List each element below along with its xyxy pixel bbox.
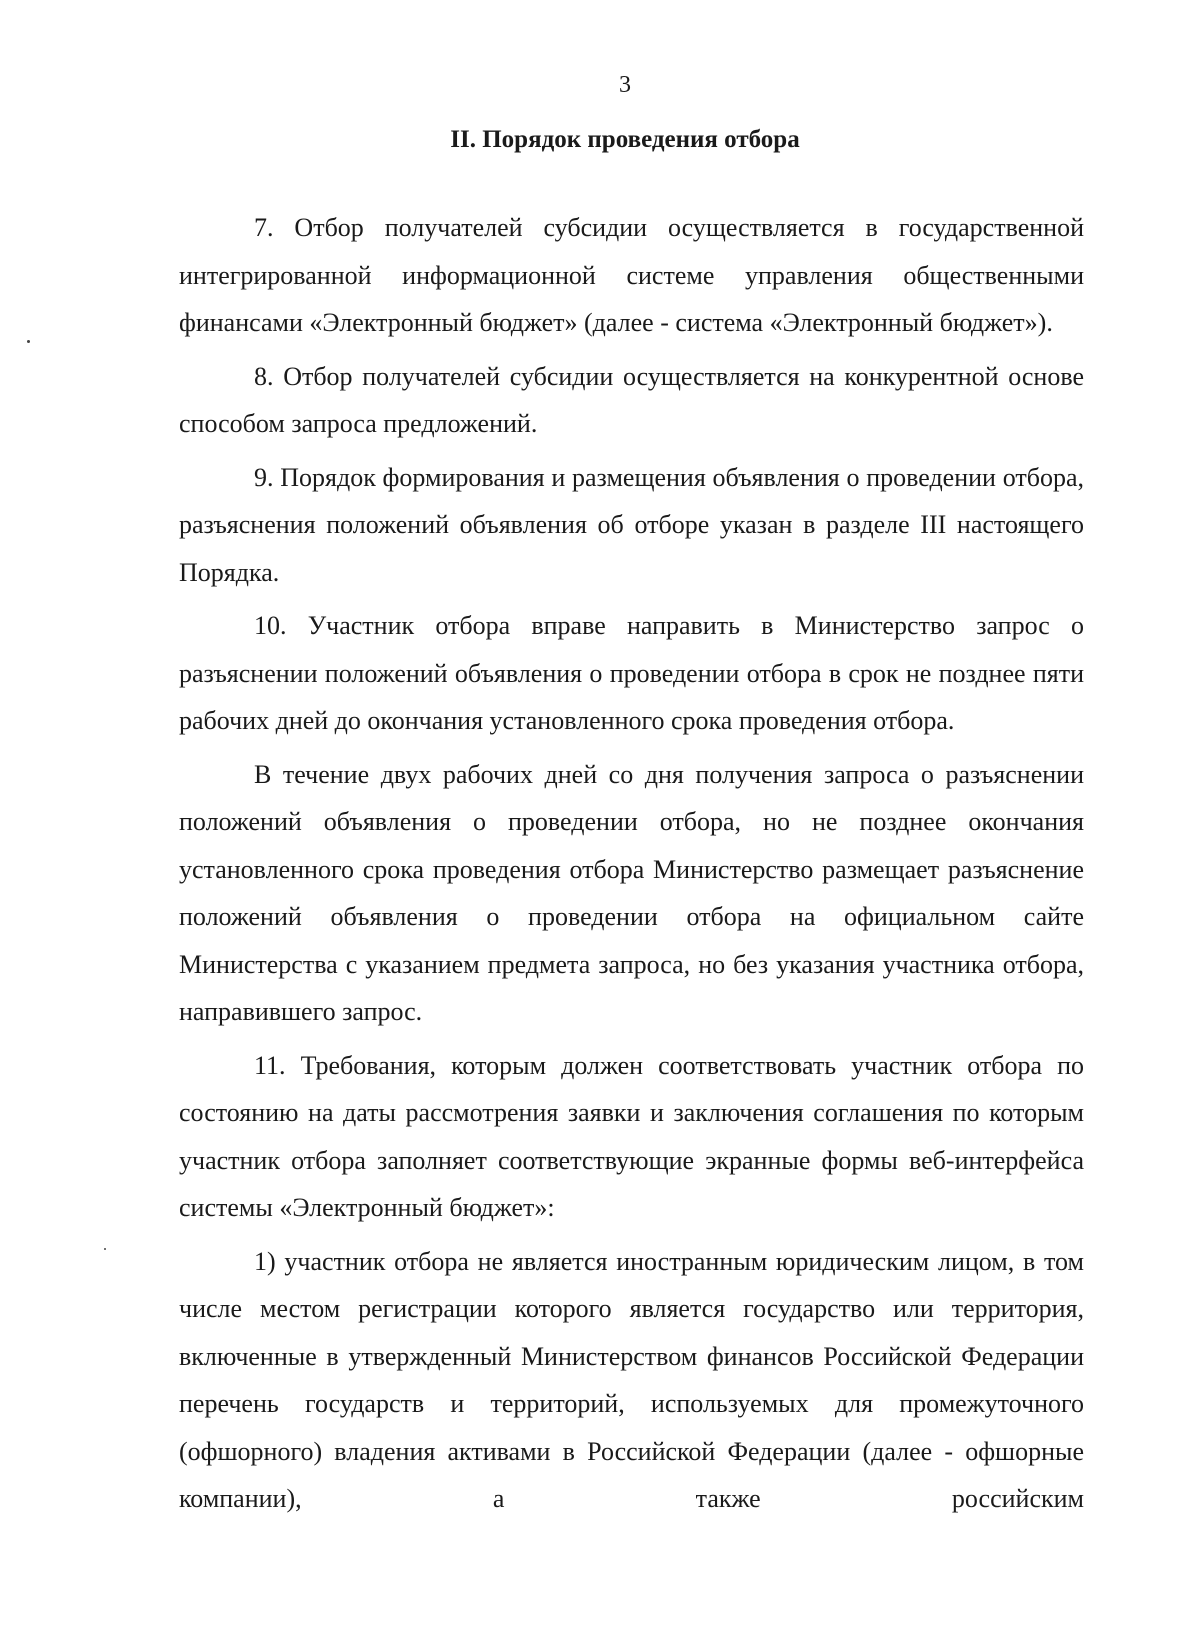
paragraph-11-item-1: 1) участник отбора не является иностранным юридическим лицом, в том числе местом регистрации которого является государство или территория, включенные в утвержденный Министерством финансов Российской Федерации перечень государств и территорий, используемых для промежуточного (офшорного) владения активами в Российской Федерации (далее - офшорные компании), а также российским bbox=[179, 1246, 1084, 1513]
document-body bbox=[179, 204, 1084, 1529]
page-number: 3 bbox=[619, 72, 631, 98]
paragraph-11: 11. Требования, которым должен соответствовать участник отбора по состоянию на даты рассмотрения заявки и заключения соглашения по которым участник отбора заполняет соответствующие экранные формы веб-интерфейса системы «Электронный бюджет»: bbox=[179, 1050, 1084, 1222]
paragraph-9: 9. Порядок формирования и размещения объявления о проведении отбора, разъяснения положений объявления об отборе указан в разделе III настоящего Порядка. bbox=[179, 462, 1084, 587]
paragraph-10: 10. Участник отбора вправе направить в Министерство запрос о разъяснении положений объявления о проведении отбора в срок не позднее пяти рабочих дней до окончания установленного срока проведения отбора. bbox=[179, 611, 1084, 735]
paragraph-8: 8. Отбор получателей субсидии осуществляется на конкурентной основе способом запроса предложений. bbox=[179, 361, 1084, 438]
paragraph-10-continuation: В течение двух рабочих дней со дня получения запроса о разъяснении положений объявления о проведении отбора, но не позднее окончания установленного срока проведения отбора Министерство размещает разъяснение положений объявления о проведении отбора на официальном сайте Министерства с указанием предмета запроса, но без указания участника отбора, направившего запрос. bbox=[179, 759, 1084, 1026]
section-heading: II. Порядок проведения отбора bbox=[450, 126, 800, 153]
scan-speck bbox=[27, 340, 30, 343]
scan-speck bbox=[104, 1248, 106, 1250]
paragraph-7: 7. Отбор получателей субсидии осуществляется в государственной интегрированной информационной системе управления общественными финансами «Электронный бюджет» (далее - система «Электронный бюджет»). bbox=[179, 213, 1084, 337]
